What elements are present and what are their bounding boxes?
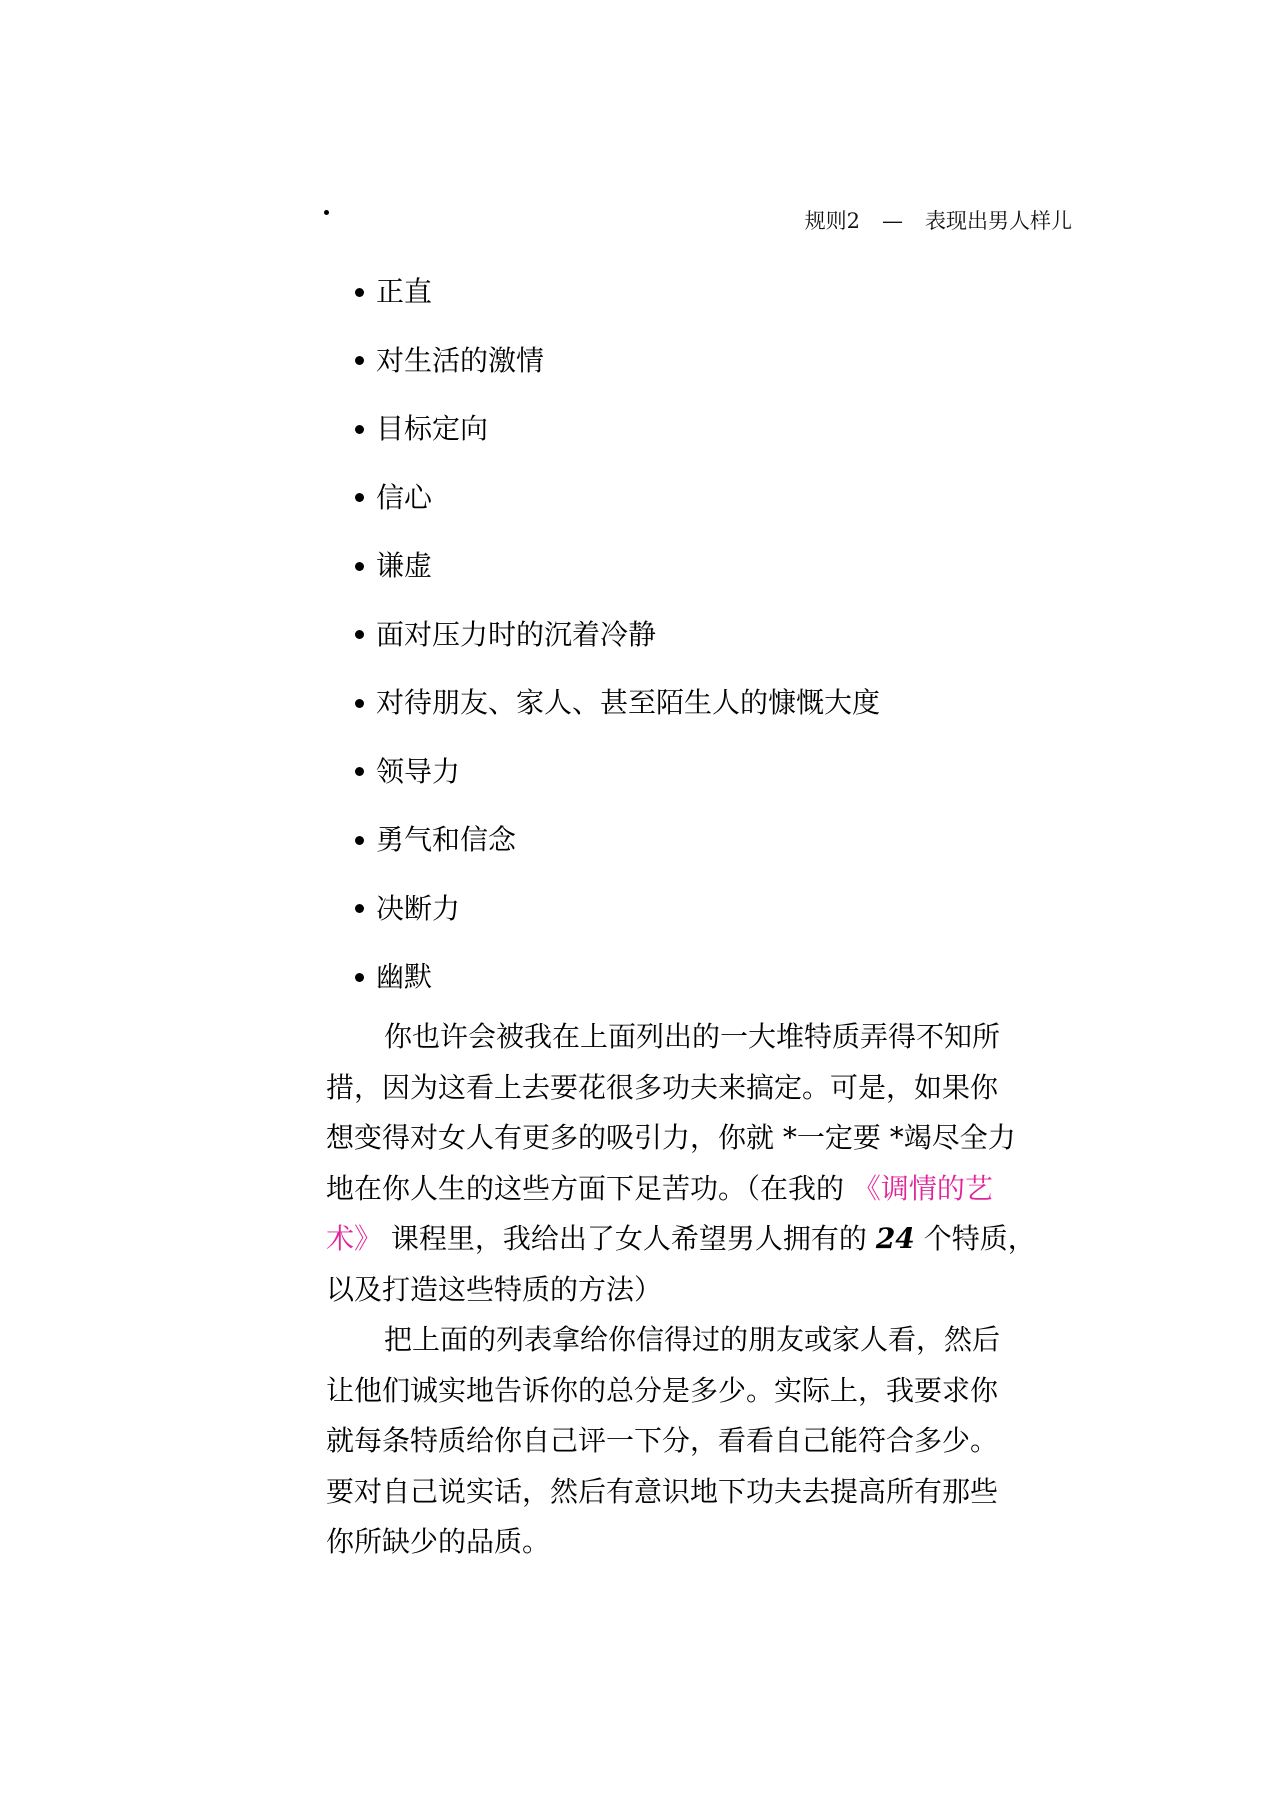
- trait-label: 领导力: [376, 754, 461, 788]
- bullet-icon: [355, 836, 364, 845]
- paragraph-line: 把上面的列表拿给你信得过的朋友或家人看，然后: [384, 1323, 1001, 1356]
- paragraph-line: 就每条特质给你自己评一下分，看看自己能符合多少。: [326, 1424, 999, 1457]
- paragraph-line: 想变得对女人有更多的吸引力，你就 *一定要 *竭尽全力: [326, 1121, 1016, 1154]
- trait-item: [355, 943, 880, 1012]
- bullet-icon: [355, 425, 364, 434]
- trait-label: 勇气和信念: [376, 823, 517, 857]
- paragraph-line: 你也许会被我在上面列出的一大堆特质弄得不知所: [384, 1020, 1001, 1053]
- trait-item: [355, 806, 880, 875]
- bullet-icon: [355, 767, 364, 776]
- trait-label: 目标定向: [376, 412, 489, 446]
- trait-item: [355, 532, 880, 601]
- header-bullet-mark: [324, 210, 329, 215]
- paragraph-line: 让他们诚实地告诉你的总分是多少。实际上，我要求你: [326, 1373, 999, 1407]
- paragraph-text: 个特质，: [914, 1222, 1036, 1255]
- trait-label: 信心: [376, 480, 433, 514]
- bullet-icon: [355, 904, 364, 913]
- trait-label: 正直: [376, 275, 433, 309]
- header-title: 表现出男人样儿: [925, 209, 1072, 233]
- body-text: [326, 1012, 1086, 1568]
- paragraph-line: 你所缺少的品质。: [326, 1525, 551, 1558]
- paragraph-text: 课程里，我给出了女人希望男人拥有的: [382, 1222, 876, 1255]
- paragraph-line: [326, 1214, 1086, 1265]
- paragraph-text: 地在你人生的这些方面下足苦功。（在我的: [326, 1171, 853, 1205]
- header-chapter: 规则2: [804, 209, 860, 233]
- trait-item: [355, 601, 880, 670]
- trait-item: [355, 669, 880, 738]
- trait-list: [355, 258, 880, 1012]
- trait-label: 决断力: [376, 891, 461, 925]
- bullet-icon: [355, 288, 364, 297]
- bullet-icon: [355, 630, 364, 639]
- bullet-icon: [355, 562, 364, 571]
- bullet-icon: [355, 699, 364, 708]
- trait-item: [355, 258, 880, 327]
- trait-item: [355, 395, 880, 464]
- trait-item: [355, 875, 880, 944]
- trait-item: [355, 738, 880, 807]
- paragraph-line: [326, 1164, 1086, 1215]
- paragraph-1: [326, 1012, 1086, 1315]
- running-header: [760, 206, 1072, 236]
- course-title-link[interactable]: 《调情的艺: [852, 1171, 993, 1205]
- trait-label: 谦虚: [376, 549, 433, 583]
- trait-count-number: 24: [875, 1222, 915, 1255]
- paragraph-line: 以及打造这些特质的方法）: [326, 1272, 663, 1306]
- trait-label: 幽默: [376, 960, 433, 994]
- trait-label: 对待朋友、家人、甚至陌生人的慷慨大度: [376, 686, 881, 720]
- header-dash: —: [882, 209, 903, 233]
- trait-label: 对生活的激情: [376, 343, 545, 377]
- course-title-link-continued[interactable]: 术》: [326, 1222, 383, 1255]
- paragraph-line: 措，因为这看上去要花很多功夫来搞定。可是，如果你: [326, 1070, 999, 1104]
- paragraph-2: [326, 1315, 1086, 1568]
- bullet-icon: [355, 356, 364, 365]
- trait-label: 面对压力时的沉着冷静: [376, 617, 657, 651]
- trait-item: [355, 327, 880, 396]
- paragraph-line: 要对自己说实话，然后有意识地下功夫去提高所有那些: [326, 1474, 999, 1508]
- bullet-icon: [355, 493, 364, 502]
- trait-item: [355, 464, 880, 533]
- bullet-icon: [355, 973, 364, 982]
